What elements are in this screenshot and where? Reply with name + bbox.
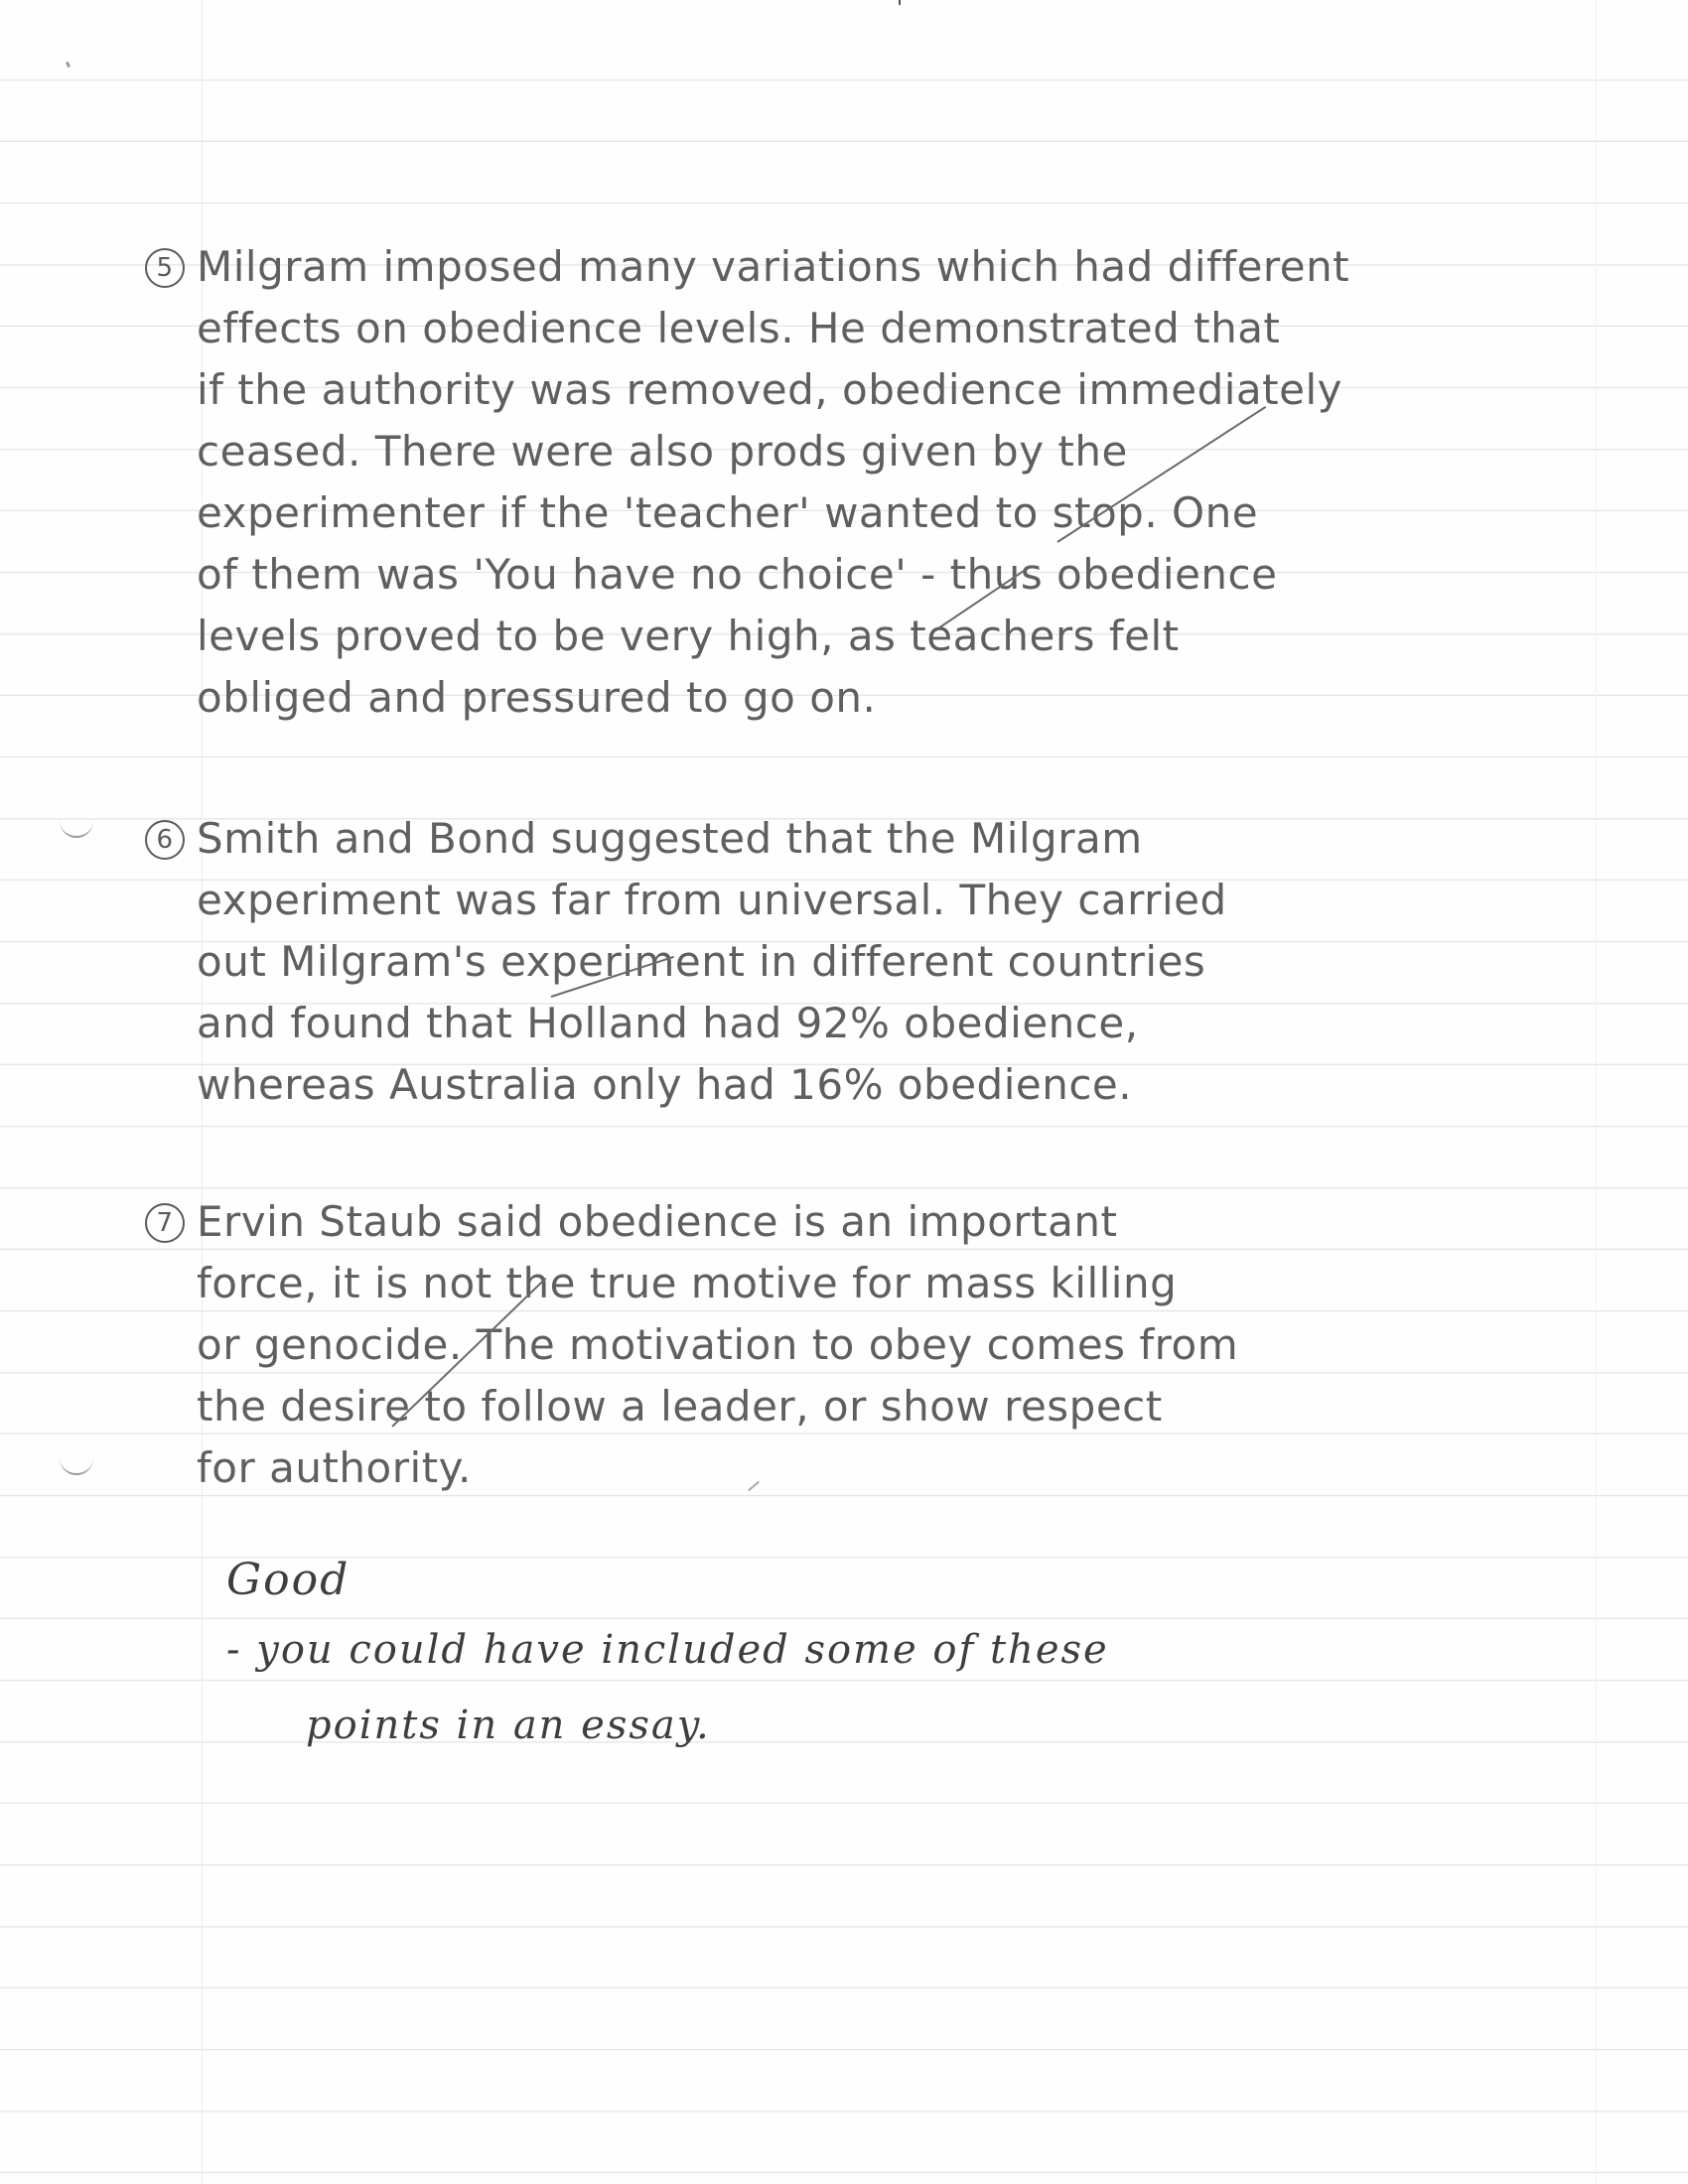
paragraph-line: or genocide. The motivation to obey comes from bbox=[197, 1320, 1239, 1369]
paragraph-number: 7 bbox=[145, 1203, 185, 1243]
comment-line: - you could have included some of these bbox=[226, 1627, 1109, 1673]
margin-tick-mark bbox=[60, 1451, 93, 1475]
comment-line: Good bbox=[226, 1555, 351, 1605]
paragraph-line: if the authority was removed, obedience immediately bbox=[197, 365, 1343, 414]
paragraph-line: force, it is not the true motive for mass killing bbox=[197, 1259, 1178, 1307]
comment-line: points in an essay. bbox=[306, 1703, 711, 1748]
paragraph-line: of them was 'You have no choice' - thus obedience bbox=[197, 550, 1278, 599]
paragraph-line: experimenter if the 'teacher' wanted to stop. One bbox=[197, 488, 1259, 537]
page-edge-rule bbox=[1596, 0, 1597, 2184]
paragraph-line: levels proved to be very high, as teachers felt bbox=[197, 612, 1180, 660]
paragraph-line: Smith and Bond suggested that the Milgram bbox=[197, 814, 1143, 863]
paragraph-line: obliged and pressured to go on. bbox=[197, 673, 877, 722]
paragraph-6 bbox=[156, 808, 1587, 1116]
paragraph-line: whereas Australia only had 16% obedience. bbox=[197, 1060, 1133, 1109]
paragraph-line: and found that Holland had 92% obedience, bbox=[197, 999, 1139, 1047]
paragraph-line: the desire to follow a leader, or show respect bbox=[197, 1382, 1163, 1431]
top-mark bbox=[899, 0, 901, 5]
paragraph-line: Milgram imposed many variations which had different bbox=[197, 242, 1350, 291]
paragraph-number: 6 bbox=[145, 820, 185, 860]
paragraph-number: 5 bbox=[145, 248, 185, 288]
paragraph-line: effects on obedience levels. He demonstrated that bbox=[197, 304, 1281, 352]
page-speck bbox=[66, 62, 70, 68]
paragraph-line: ceased. There were also prods given by the bbox=[197, 427, 1128, 476]
paragraph-line: out Milgram's experiment in different countries bbox=[197, 937, 1206, 986]
paragraph-line: Ervin Staub said obedience is an important bbox=[197, 1197, 1118, 1246]
paragraph-7 bbox=[156, 1191, 1587, 1499]
margin-tick-mark bbox=[60, 814, 93, 838]
paragraph-line: experiment was far from universal. They carried bbox=[197, 876, 1227, 924]
paragraph-line: for authority. bbox=[197, 1443, 472, 1492]
teacher-comment bbox=[226, 1549, 1517, 1763]
paragraph-5 bbox=[156, 236, 1587, 729]
